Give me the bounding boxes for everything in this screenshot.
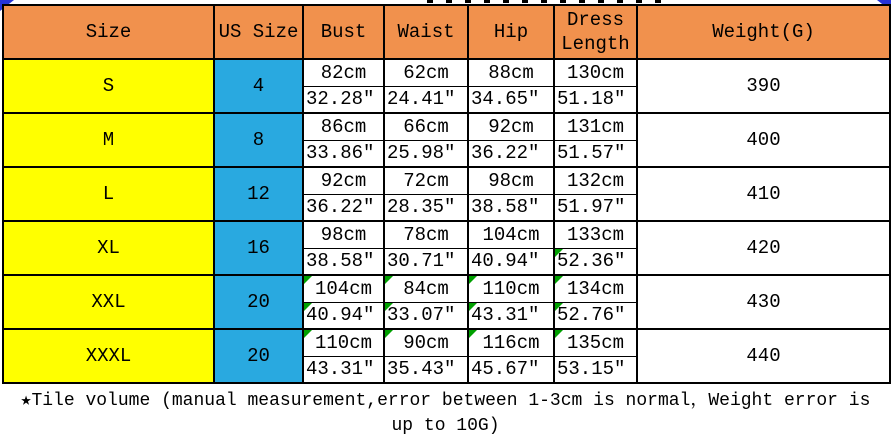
us-size-cell: 16 <box>214 221 303 275</box>
dress-in-cell: 51.18″ <box>554 86 637 113</box>
waist-cm-cell: 78cm <box>384 221 468 248</box>
hip-cm-cell: 110cm <box>468 275 554 302</box>
table-row-m-cm <box>3 113 890 140</box>
table-row-s-cm <box>3 59 890 86</box>
bust-cm-cell: 92cm <box>303 167 384 194</box>
dress-header-line1: Dress <box>566 9 624 31</box>
footnote <box>0 389 891 439</box>
us-size-cell: 20 <box>214 275 303 329</box>
table-row-xxl-cm <box>3 275 890 302</box>
bust-in-cell: 38.58″ <box>303 248 384 275</box>
dress-cm-cell: 133cm <box>554 221 637 248</box>
table-row-l-cm <box>3 167 890 194</box>
col-header-waist: Waist <box>384 5 468 59</box>
waist-in-cell: 35.43″ <box>384 356 468 383</box>
weight-cell: 430 <box>637 275 890 329</box>
hip-cm-cell: 116cm <box>468 329 554 356</box>
size-cell: XL <box>3 221 214 275</box>
bust-in-cell: 40.94″ <box>303 302 384 329</box>
size-cell: M <box>3 113 214 167</box>
bust-cm-cell: 82cm <box>303 59 384 86</box>
hip-cm-cell: 98cm <box>468 167 554 194</box>
us-size-cell: 12 <box>214 167 303 221</box>
waist-cm-cell: 62cm <box>384 59 468 86</box>
bust-cm-cell: 98cm <box>303 221 384 248</box>
size-cell: XXL <box>3 275 214 329</box>
footnote-line2: up to 10G) <box>391 416 500 436</box>
dress-in-cell: 52.36″ <box>554 248 637 275</box>
hip-in-cell: 45.67″ <box>468 356 554 383</box>
bust-cm-cell: 104cm <box>303 275 384 302</box>
hip-in-cell: 40.94″ <box>468 248 554 275</box>
us-size-cell: 20 <box>214 329 303 383</box>
dress-in-cell: 52.76″ <box>554 302 637 329</box>
hip-cm-cell: 88cm <box>468 59 554 86</box>
table-row-xl-cm <box>3 221 890 248</box>
weight-cell: 410 <box>637 167 890 221</box>
dress-in-cell: 51.97″ <box>554 194 637 221</box>
dress-cm-cell: 134cm <box>554 275 637 302</box>
size-cell: S <box>3 59 214 113</box>
dress-in-cell: 53.15″ <box>554 356 637 383</box>
hip-cm-cell: 92cm <box>468 113 554 140</box>
waist-cm-cell: 66cm <box>384 113 468 140</box>
dress-cm-cell: 132cm <box>554 167 637 194</box>
hip-in-cell: 36.22″ <box>468 140 554 167</box>
bust-in-cell: 32.28″ <box>303 86 384 113</box>
bust-in-cell: 36.22″ <box>303 194 384 221</box>
waist-in-cell: 28.35″ <box>384 194 468 221</box>
dress-header-line2: Length <box>561 33 630 55</box>
size-cell: L <box>3 167 214 221</box>
size-cell: XXXL <box>3 329 214 383</box>
bust-in-cell: 43.31″ <box>303 356 384 383</box>
dress-cm-cell: 131cm <box>554 113 637 140</box>
hip-cm-cell: 104cm <box>468 221 554 248</box>
waist-cm-cell: 90cm <box>384 329 468 356</box>
waist-cm-cell: 84cm <box>384 275 468 302</box>
col-header-weight: Weight(G) <box>637 5 890 59</box>
bust-cm-cell: 86cm <box>303 113 384 140</box>
col-header-bust: Bust <box>303 5 384 59</box>
hip-in-cell: 34.65″ <box>468 86 554 113</box>
footnote-line1: ★Tile volume (manual measurement,error between 1-3cm is normal，Weight error is <box>20 391 871 411</box>
hip-in-cell: 38.58″ <box>468 194 554 221</box>
bust-cm-cell: 110cm <box>303 329 384 356</box>
clipped-text-artifact <box>427 0 672 3</box>
size-chart-table <box>2 4 891 384</box>
waist-cm-cell: 72cm <box>384 167 468 194</box>
col-header-us-size: US Size <box>214 5 303 59</box>
table-row-xxxl-cm <box>3 329 890 356</box>
dress-cm-cell: 135cm <box>554 329 637 356</box>
col-header-size: Size <box>3 5 214 59</box>
weight-cell: 440 <box>637 329 890 383</box>
weight-cell: 390 <box>637 59 890 113</box>
waist-in-cell: 25.98″ <box>384 140 468 167</box>
hip-in-cell: 43.31″ <box>468 302 554 329</box>
waist-in-cell: 33.07″ <box>384 302 468 329</box>
waist-in-cell: 30.71″ <box>384 248 468 275</box>
us-size-cell: 8 <box>214 113 303 167</box>
weight-cell: 420 <box>637 221 890 275</box>
us-size-cell: 4 <box>214 59 303 113</box>
waist-in-cell: 24.41″ <box>384 86 468 113</box>
header-row <box>3 5 890 59</box>
dress-in-cell: 51.57″ <box>554 140 637 167</box>
dress-cm-cell: 130cm <box>554 59 637 86</box>
col-header-hip: Hip <box>468 5 554 59</box>
col-header-dress-length <box>554 5 637 59</box>
bust-in-cell: 33.86″ <box>303 140 384 167</box>
weight-cell: 400 <box>637 113 890 167</box>
